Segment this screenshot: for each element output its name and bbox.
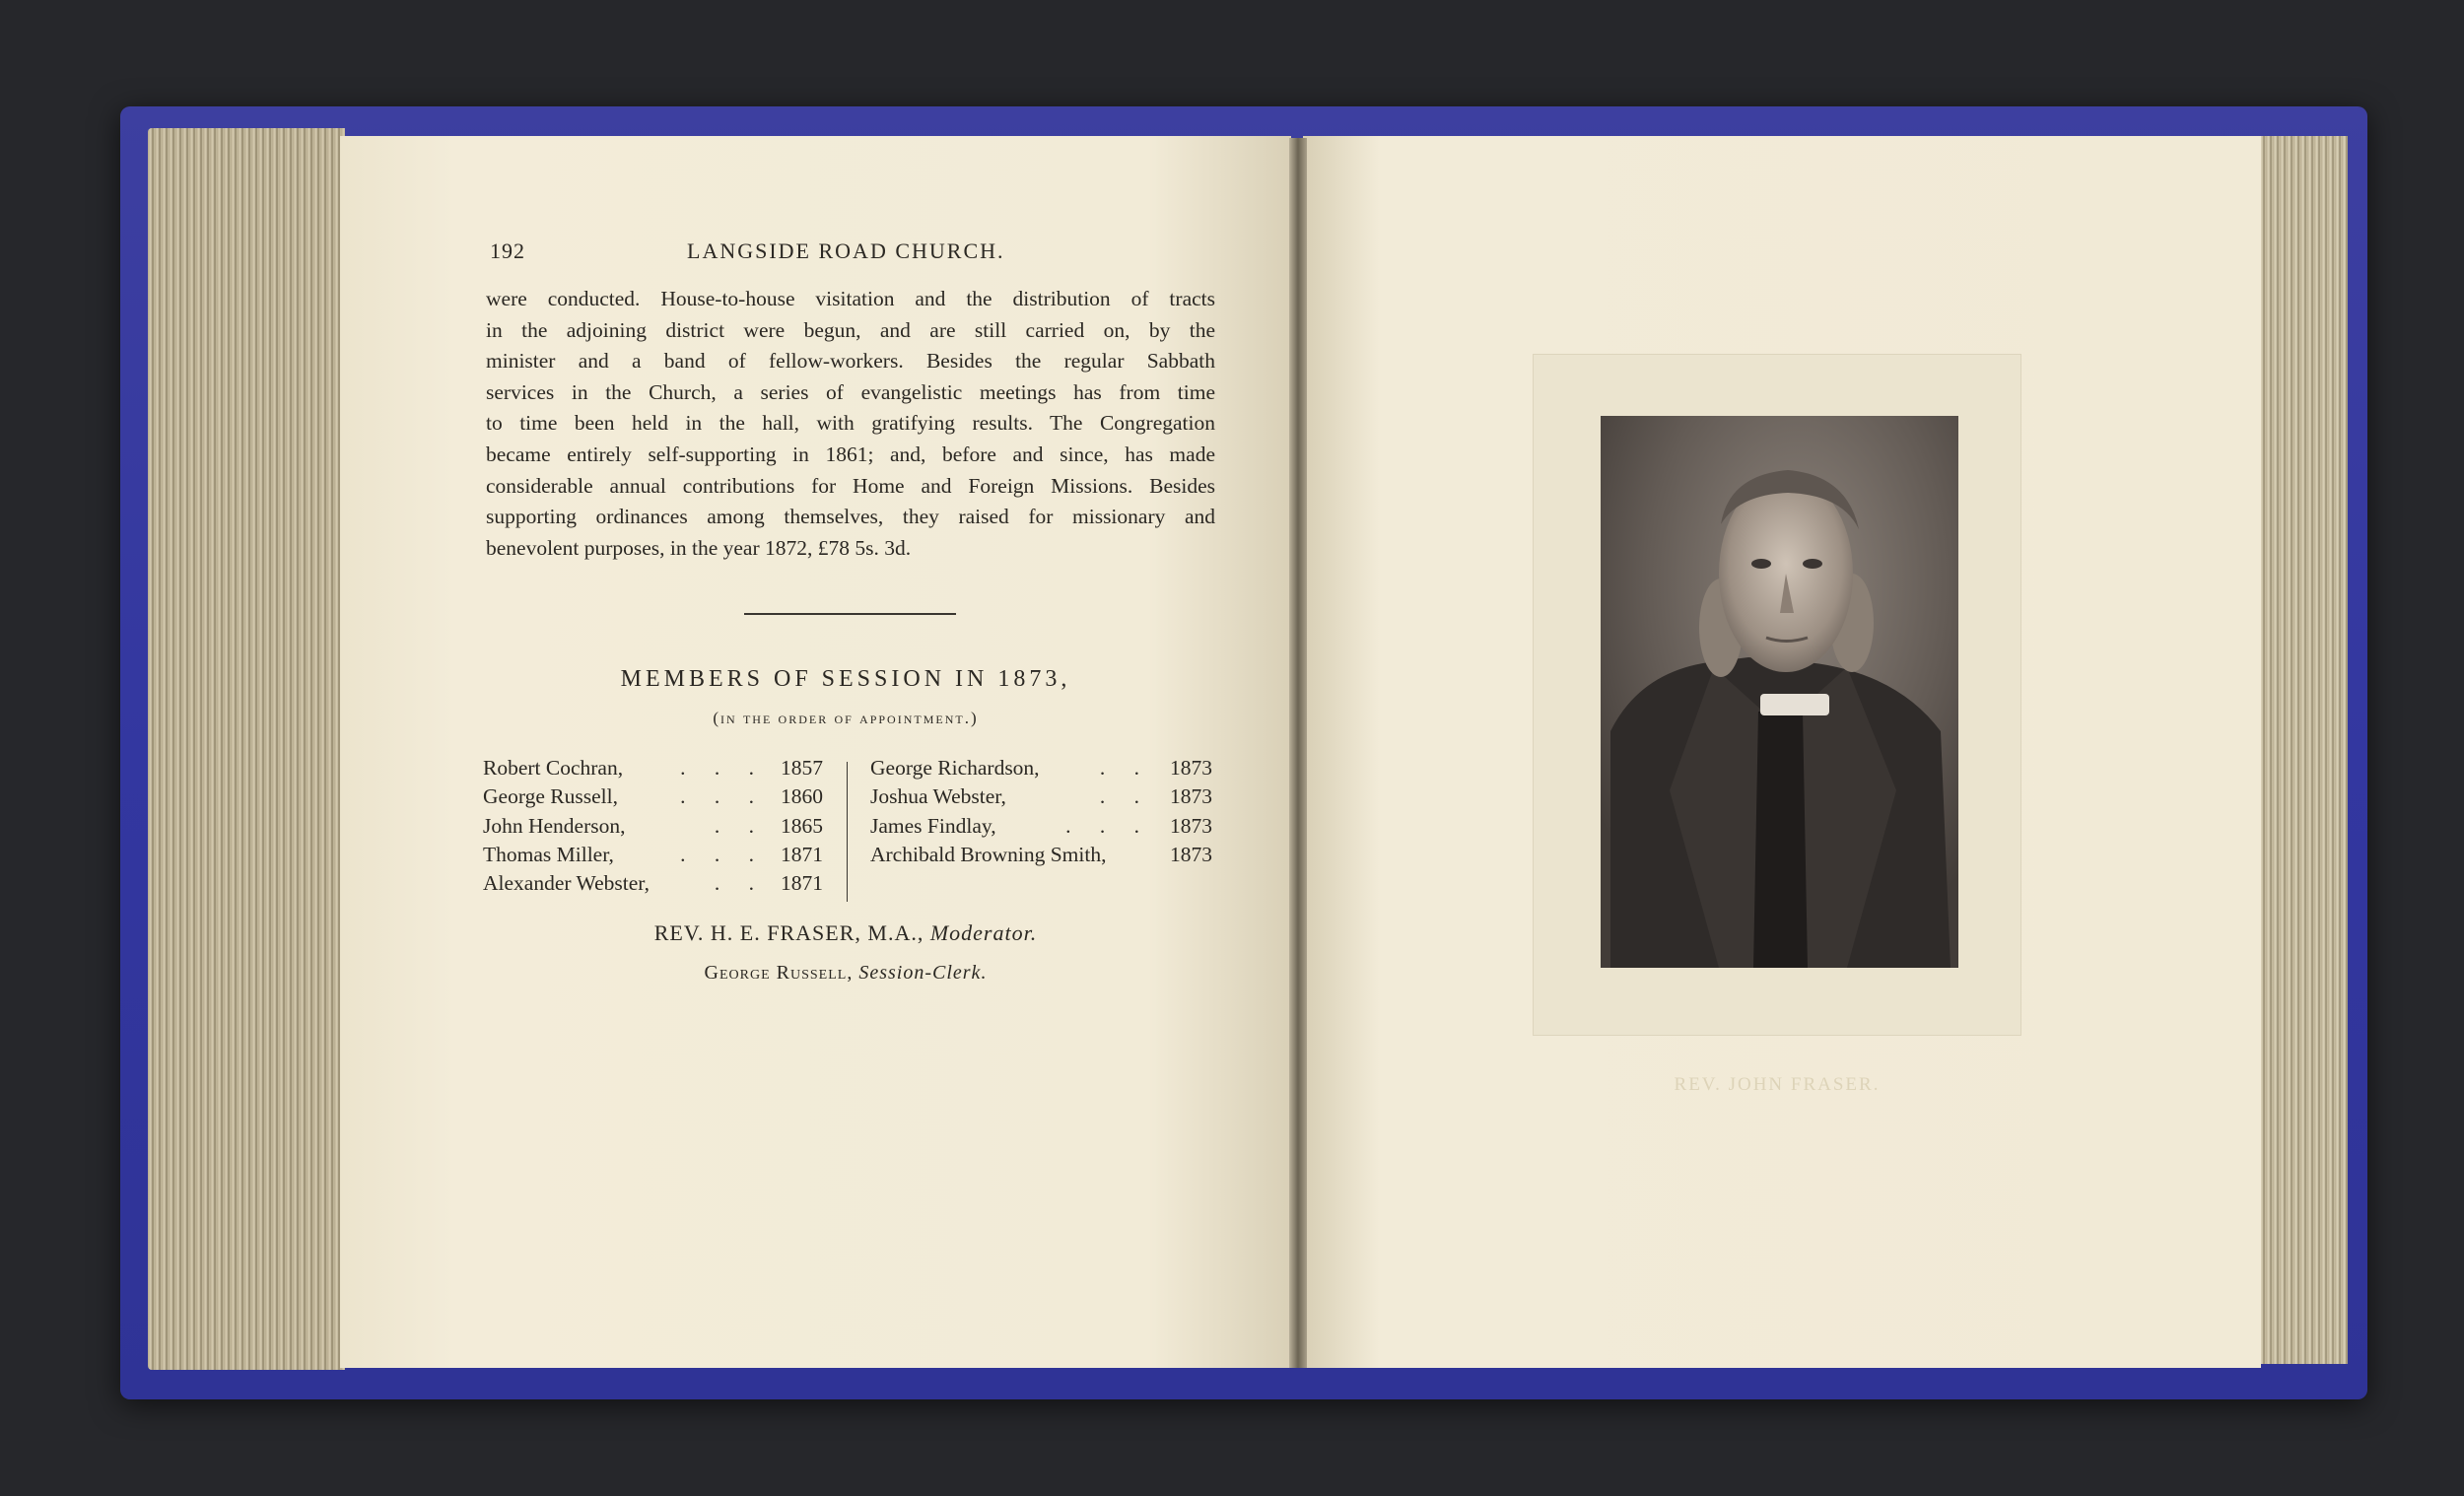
member-year: 1871 bbox=[781, 842, 823, 866]
member-name: Archibald Browning Smith, bbox=[870, 842, 1107, 866]
member-name: George Russell, bbox=[483, 784, 618, 809]
member-name: James Findlay, bbox=[870, 813, 996, 838]
member-name: John Henderson, bbox=[483, 813, 626, 838]
column-divider bbox=[847, 762, 848, 902]
book-gutter bbox=[1289, 138, 1307, 1368]
paragraph-line: in the adjoining district were begun, and are still carried on, by the bbox=[486, 317, 1215, 342]
moderator-role: Moderator. bbox=[929, 920, 1038, 945]
member-name: Alexander Webster, bbox=[483, 871, 650, 896]
paragraph-line: were conducted. House-to-house visitation and the distribution of tracts bbox=[486, 287, 1215, 310]
moderator-line bbox=[486, 920, 1205, 946]
portrait-image bbox=[1601, 416, 1958, 968]
paragraph-line: to time been held in the hall, with gratifying results. The Congregation bbox=[486, 411, 1215, 436]
member-row bbox=[870, 756, 1212, 784]
running-head bbox=[490, 238, 1219, 268]
paragraph-line: became entirely self-supporting in 1861; and, before and since, has made bbox=[486, 442, 1215, 466]
paragraph-line: supporting ordinances among themselves, they raised for missionary and bbox=[486, 505, 1215, 529]
members-column-right bbox=[870, 756, 1212, 871]
paragraph-line: services in the Church, a series of evangelistic meetings has from time bbox=[486, 379, 1215, 404]
member-row bbox=[870, 784, 1212, 813]
leader-dots: . . . bbox=[680, 784, 766, 809]
member-row bbox=[483, 814, 823, 843]
leader-dots: . . bbox=[1099, 756, 1151, 780]
leader-dots: . . . bbox=[1065, 813, 1151, 838]
member-year: 1865 bbox=[781, 813, 823, 838]
members-column-left bbox=[483, 756, 823, 900]
section-divider-rule bbox=[744, 613, 956, 615]
section-subtitle: (in the order of appointment.) bbox=[713, 709, 979, 727]
member-year: 1873 bbox=[1170, 842, 1212, 866]
member-year: 1873 bbox=[1170, 756, 1212, 780]
member-name: Thomas Miller, bbox=[483, 842, 614, 866]
leader-dots: . . . bbox=[680, 756, 766, 780]
leader-dots: . . bbox=[1099, 784, 1151, 809]
clerk-line bbox=[486, 962, 1205, 985]
member-row bbox=[870, 814, 1212, 843]
leader-dots: . . bbox=[714, 871, 766, 896]
paragraph-line: minister and a band of fellow-workers. Besides the regular Sabbath bbox=[486, 349, 1215, 374]
member-name: Robert Cochran, bbox=[483, 756, 624, 780]
clerk-role: Session-Clerk. bbox=[858, 962, 988, 984]
paragraph-line: considerable annual contributions for Home and Foreign Missions. Besides bbox=[486, 473, 1215, 498]
member-year: 1873 bbox=[1170, 813, 1212, 838]
running-title: LANGSIDE ROAD CHURCH. bbox=[687, 238, 1005, 263]
moderator-name: REV. H. E. FRASER, M.A., bbox=[653, 920, 924, 945]
member-row bbox=[483, 871, 823, 900]
page-edges-right bbox=[2259, 136, 2348, 1364]
section-title: MEMBERS OF SESSION IN 1873, bbox=[620, 666, 1071, 692]
member-year: 1860 bbox=[781, 784, 823, 809]
member-year: 1873 bbox=[1170, 784, 1212, 809]
member-year: 1871 bbox=[781, 871, 823, 896]
clerk-name: George Russell, bbox=[704, 962, 854, 984]
leader-dots: . . bbox=[714, 813, 766, 838]
body-paragraph bbox=[486, 284, 1215, 564]
portrait-photograph bbox=[1601, 416, 1958, 968]
page-number: 192 bbox=[490, 238, 525, 263]
member-row bbox=[483, 784, 823, 813]
member-name: George Richardson, bbox=[870, 756, 1040, 780]
photo-caption: REV. JOHN FRASER. bbox=[1674, 1074, 1881, 1095]
paragraph-line: benevolent purposes, in the year 1872, £78 5s. 3d. bbox=[486, 535, 912, 560]
member-year: 1857 bbox=[781, 756, 823, 780]
member-row bbox=[483, 756, 823, 784]
leader-dots: . . . bbox=[680, 842, 766, 866]
page-edges-left bbox=[148, 128, 345, 1370]
member-name: Joshua Webster, bbox=[870, 784, 1006, 809]
member-row bbox=[870, 843, 1212, 871]
member-row bbox=[483, 843, 823, 871]
